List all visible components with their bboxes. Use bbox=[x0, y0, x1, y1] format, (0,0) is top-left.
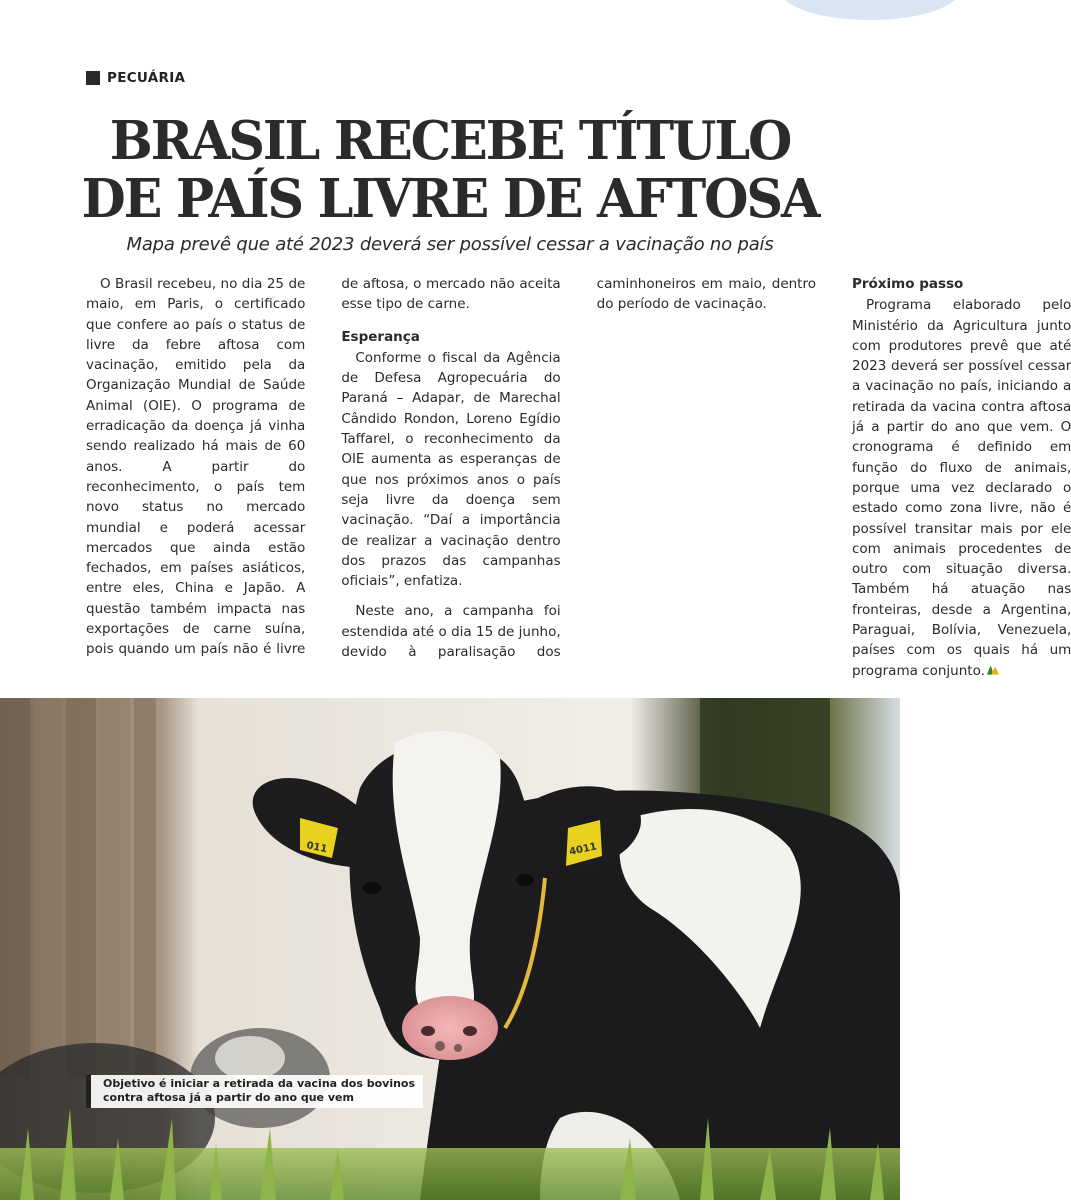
subtitle: Mapa prevê que até 2023 deverá ser possível cessar a vacinação no país bbox=[126, 234, 774, 255]
article-body bbox=[86, 274, 1071, 684]
headline-line-1: BRASIL RECEBE TÍTULO bbox=[109, 110, 791, 172]
heading-proximo-passo: Próximo passo bbox=[851, 276, 964, 292]
headline bbox=[76, 112, 825, 228]
headline-line-2: DE PAÍS LIVRE DE AFTOSA bbox=[81, 168, 819, 230]
paragraph-proximo-passo-text: Programa elaborado pelo Ministério da Agricultura junto com produtores prevê que até 2023 deverá ser possível cessar a vacinação no país, iniciando a retirada da vacina contra aftosa já a partir do ano que vem. O cronograma é definido em função do fluxo de animais, porque uma vez declarado o estado como zona livre, não é possível transitar mais por ele com animais procedentes de outro com situação diversa. Também há atuação nas fronteiras, desde a Argentina, Paraguai, Bolívia, Venezuela, países com os quais há um programa conjunto. bbox=[851, 297, 1071, 679]
section-square-icon bbox=[86, 71, 100, 85]
paragraph-intro: O Brasil recebeu, no dia 25 de maio, em Paris, o certificado que confere ao país o status de livre da febre aftosa com vacinação, emitido pela da Organização Mundial de Saúde Animal (OIE). O programa de erradicação da doença já vinha sendo realizado há mais de 60 anos. A partir do reconhecimento, o país tem novo status no mercado mundial e poderá acessar mercados que ainda estão fechados, em países asiáticos, entre eles, China e Japão. A questão também impacta nas exportações de carne suína, pois quando um país não é livre de aftosa, o mercado não aceita esse tipo de carne. bbox=[86, 276, 561, 658]
cow-photo-illustration bbox=[0, 698, 900, 1200]
caption-line-2: contra aftosa já a partir do ano que vem bbox=[103, 1091, 354, 1104]
corner-decoration bbox=[780, 0, 960, 20]
ear-tag-left-number: 011 bbox=[305, 840, 329, 856]
heading-esperanca: Esperança bbox=[341, 328, 420, 345]
cow-photo bbox=[0, 698, 900, 1200]
ear-tag-right-number: 4011 bbox=[568, 841, 598, 858]
section-label: PECUÁRIA bbox=[107, 70, 186, 86]
paragraph-campanha: Neste ano, a campanha foi estendida até o dia 15 de junho, devido à paralisação dos caminhoneiros em maio, dentro do período de vacinação. bbox=[341, 276, 816, 661]
section-tag bbox=[86, 69, 185, 87]
photo-caption bbox=[86, 1075, 423, 1108]
paragraph-proximo-passo bbox=[852, 295, 1071, 681]
caption-line-1: Objetivo é iniciar a retirada da vacina dos bovinos bbox=[103, 1077, 416, 1090]
paragraph-esperanca: Conforme o fiscal da Agência de Defesa Agropecuária do Paraná – Adapar, de Marechal Cândido Rondon, Loreno Egídio Taffarel, o reconhecimento da OIE aumenta as esperanças de que nos próximos anos o país seja livre da doença sem vacinação. “Daí a importância de realizar a vacinação dentro dos prazos das campanhas oficiais”, enfatiza. bbox=[341, 349, 561, 590]
end-of-article-icon bbox=[987, 666, 999, 675]
